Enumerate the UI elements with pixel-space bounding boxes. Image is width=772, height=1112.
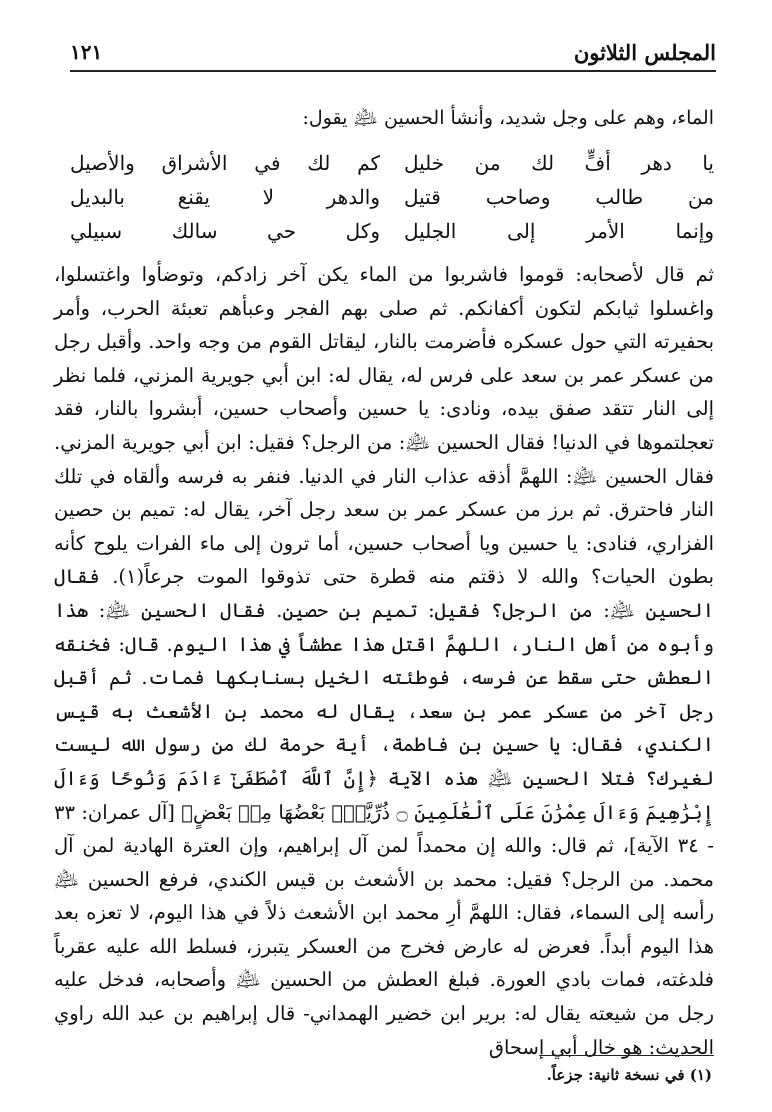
verse-second-hemistich: والدهر لا يقنع بالبديل — [70, 185, 380, 209]
poem-block — [70, 146, 714, 248]
verse-first-hemistich: يا دهر أفٍّ لك من خليل — [404, 151, 714, 175]
quran-verse: ﴿إِنَّ ٱللَّهَ ٱصْطَفَىٰٓ ءَادَمَ وَنُوحًا وَءَالَ إِبْرَٰهِيمَ وَءَالَ عِمْرَٰنَ عَلَى ٱلْعَٰلَمِينَ ۝ ذُرِّيَّةًۢ بَعْضُهَا مِنۢ بَعْضٍ﴾ — [54, 766, 714, 824]
footnote-divider — [539, 1055, 714, 1056]
verse-second-hemistich: وكل حي سالك سبيلي — [70, 219, 380, 243]
poem-verse — [70, 214, 714, 248]
quran-reference: [آل عمران: ٣٣ - ٣٤ الآية] — [54, 800, 714, 858]
verse-first-hemistich: من طالب وصاحب قتيل — [404, 185, 714, 209]
body-text-continuation: ، ثم قال: والله إن محمداً لمن آل إبراهيم، وإن العترة الهادية لمن آل محمد. من الرجل؟ فقيل: محمد بن الأشعث بن قيس الكندي، فرفع الحسين ﵇ رأسه إلى السماء، فقال: اللهمَّ أرِ محمد ابن الأشعث ذلاً في هذا اليوم، لا تعزه بعد هذا اليوم أبداً. فعرض له عارض فخرج من العسكر يتبرز، فسلط الله عليه عقرباً فلدغته، فمات بادي العورة. فبلغ العطش من الحسين ﵇ وأصحابه، فدخل عليه رجل من شيعته يقال له: برير ابن خضير الهمداني- قال إبراهيم بن عبد الله راوي الحديث: هو خال أبي إسحاق — [54, 834, 714, 1059]
body-text: ثم قال لأصحابه: قوموا فاشربوا من الماء يكن آخر زادكم، وتوضأوا واغتسلوا، واغسلوا ثيابكم لتكون أكفانكم. ثم صلى بهم الفجر وعبأهم تعبئة الحرب، وأمر بحفيرته التي حول عسكره فأضرمت بالنار، ليقاتل القوم من وجه واحد. وأقبل رجل من عسكر عمر بن سعد على فرس له، يقال له: ابن أبي جويرية المزني، فلما نظر إلى النار تتقد صفق بيده، ونادى: يا حسين وأصحاب حسين، أبشروا بالنار، فقد تعجلتموها في الدنيا! فقال الحسين ﵇: من الرجل؟ فقيل: ابن أبي جويرية المزني. فقال الحسين ﵇: اللهمَّ أذقه عذاب النار في الدنيا. فنفر به فرسه وألقاه في تلك النار فاحترق. ثم برز من عسكر عمر بن سعد رجل آخر، يقال له: تميم بن حصين الفزاري، فنادى: يا حسين ويا أصحاب حسين، أما ترون إلى ماء الفرات يلوح كأنه بطون الحيات؟ والله لا ذقتم منه قطرة حتى تذوقوا الموت جرعاً(١). فقال الحسين ﵇: من الرجل؟ فقيل: تميم بن حصين. فقال الحسين ﵇: هذا وأبوه من أهل النار، اللهمَّ اقتل هذا عطشاً في هذا اليوم. قال: فخنقه العطش حتى سقط عن فرسه، فوطئته الخيل بسنابكها فمات. ثم أقبل رجل آخر من عسكر عمر بن سعد، يقال له محمد بن الأشعث به قيس الكندي، فقال: يا حسين بن فاطمة، أية حرمة لك من رسول الله ليست لغيرك؟ فتلا الحسين ﵇ هذه الآية — [54, 263, 714, 790]
verse-first-hemistich: وإنما الأمر إلى الجليل — [404, 219, 714, 243]
page-number: ١٢١ — [70, 40, 103, 64]
footnote: (١) في نسخة ثانية: جزعاً. — [546, 1066, 712, 1084]
intro-line: الماء، وهم على وجل شديد، وأنشأ الحسين ﵇ يقول: — [302, 107, 714, 129]
body-paragraph — [54, 258, 714, 1064]
page-header — [70, 30, 716, 72]
poem-verse — [70, 146, 714, 180]
verse-second-hemistich: كم لك في الأشراق والأصيل — [70, 151, 380, 175]
chapter-title: المجلس الثلاثون — [573, 40, 716, 65]
main-text — [54, 258, 714, 1064]
poem-verse — [70, 180, 714, 214]
